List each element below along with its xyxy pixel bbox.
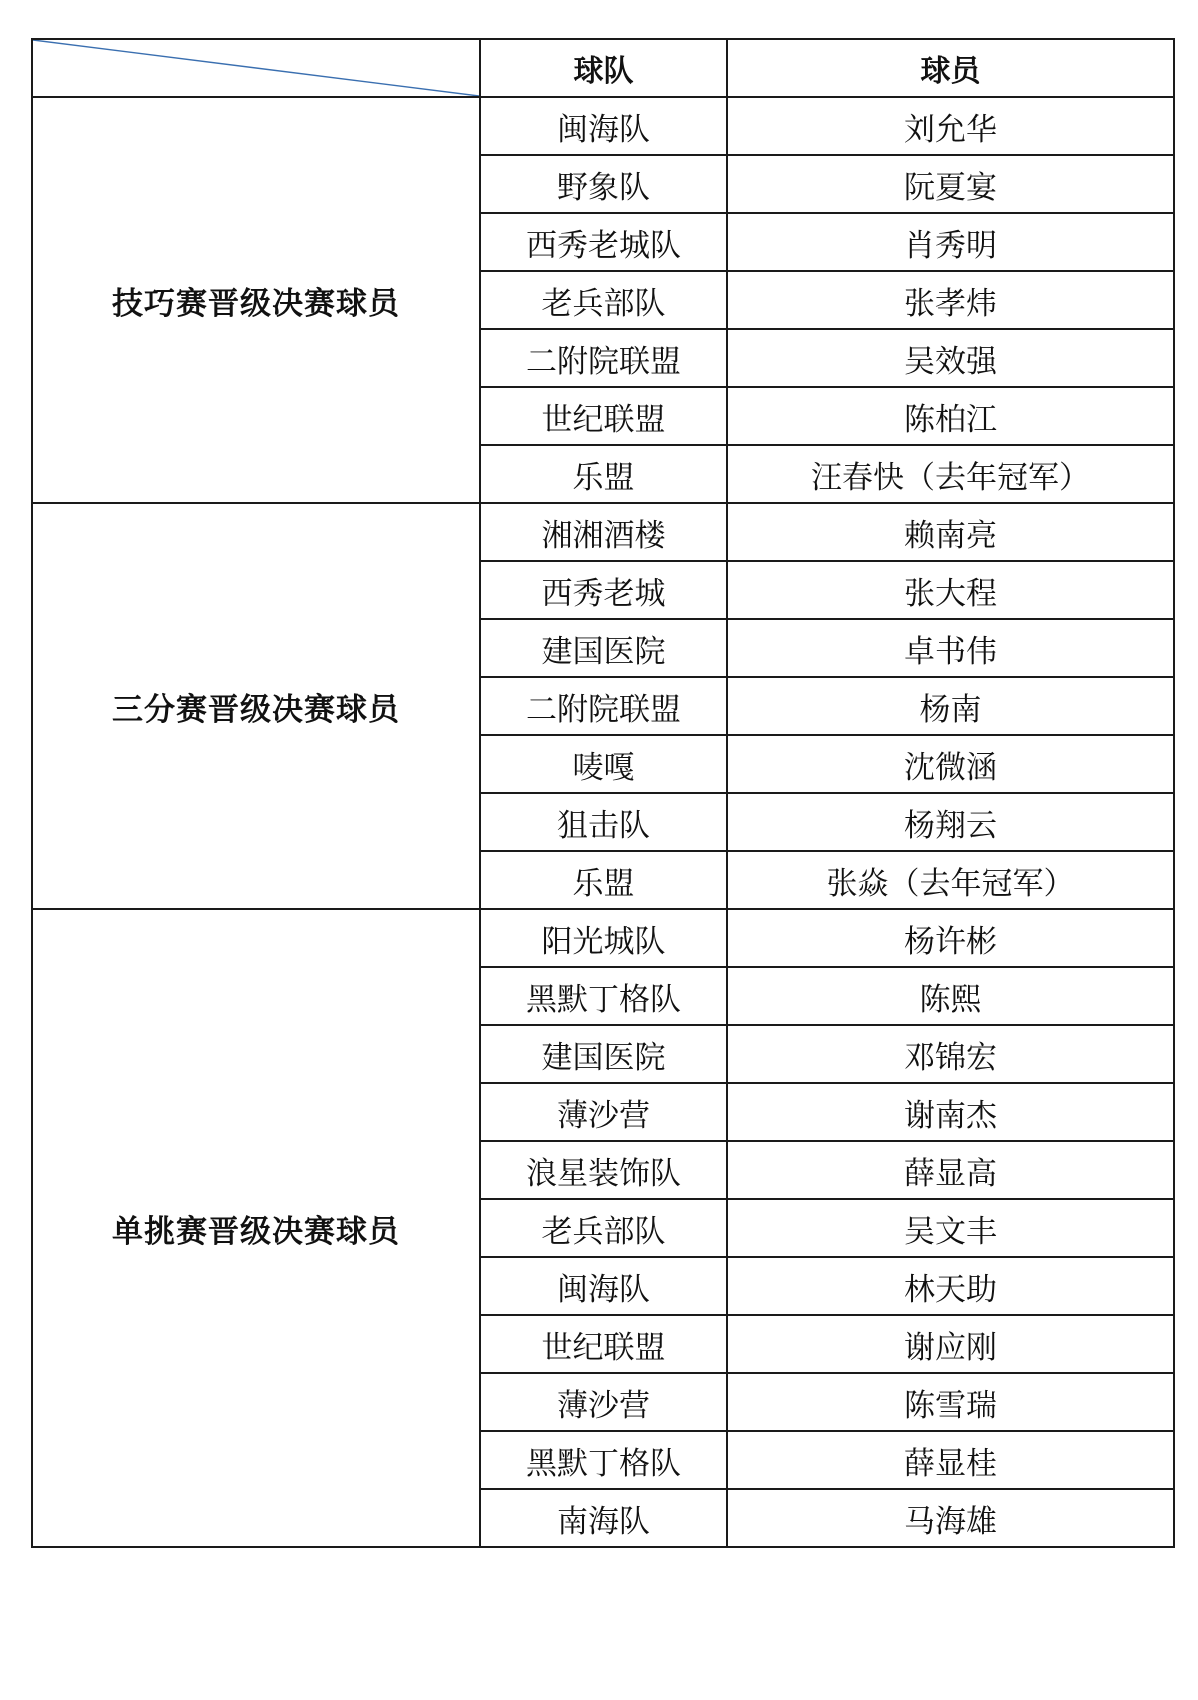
team-cell: 唛嘎 bbox=[480, 735, 727, 793]
player-cell: 陈柏江 bbox=[727, 387, 1174, 445]
table-row bbox=[32, 97, 1174, 155]
team-cell: 世纪联盟 bbox=[480, 1315, 727, 1373]
team-cell: 黑默丁格队 bbox=[480, 967, 727, 1025]
team-cell: 老兵部队 bbox=[480, 1199, 727, 1257]
team-cell: 闽海队 bbox=[480, 97, 727, 155]
player-cell: 张焱（去年冠军） bbox=[727, 851, 1174, 909]
team-cell: 二附院联盟 bbox=[480, 677, 727, 735]
player-cell: 吴文丰 bbox=[727, 1199, 1174, 1257]
diagonal-line bbox=[33, 40, 479, 96]
team-cell: 黑默丁格队 bbox=[480, 1431, 727, 1489]
team-cell: 薄沙营 bbox=[480, 1083, 727, 1141]
player-cell: 马海雄 bbox=[727, 1489, 1174, 1547]
player-cell: 陈熙 bbox=[727, 967, 1174, 1025]
team-cell: 老兵部队 bbox=[480, 271, 727, 329]
table-body bbox=[32, 97, 1174, 1547]
player-cell: 杨许彬 bbox=[727, 909, 1174, 967]
corner-cell bbox=[32, 39, 480, 97]
player-cell: 谢应刚 bbox=[727, 1315, 1174, 1373]
player-cell: 薛显高 bbox=[727, 1141, 1174, 1199]
team-cell: 建国医院 bbox=[480, 1025, 727, 1083]
player-cell: 沈微涵 bbox=[727, 735, 1174, 793]
player-cell: 陈雪瑞 bbox=[727, 1373, 1174, 1431]
player-cell: 张孝炜 bbox=[727, 271, 1174, 329]
team-cell: 西秀老城 bbox=[480, 561, 727, 619]
player-cell: 卓书伟 bbox=[727, 619, 1174, 677]
category-cell: 技巧赛晋级决赛球员 bbox=[32, 97, 480, 503]
category-cell: 三分赛晋级决赛球员 bbox=[32, 503, 480, 909]
team-cell: 闽海队 bbox=[480, 1257, 727, 1315]
player-cell: 张大程 bbox=[727, 561, 1174, 619]
team-cell: 阳光城队 bbox=[480, 909, 727, 967]
player-cell: 汪春快（去年冠军） bbox=[727, 445, 1174, 503]
category-cell: 单挑赛晋级决赛球员 bbox=[32, 909, 480, 1547]
player-column-header: 球员 bbox=[727, 39, 1174, 97]
team-cell: 狙击队 bbox=[480, 793, 727, 851]
finalists-table bbox=[31, 38, 1175, 1548]
player-cell: 吴效强 bbox=[727, 329, 1174, 387]
player-cell: 谢南杰 bbox=[727, 1083, 1174, 1141]
team-cell: 湘湘酒楼 bbox=[480, 503, 727, 561]
player-cell: 杨翔云 bbox=[727, 793, 1174, 851]
team-cell: 薄沙营 bbox=[480, 1373, 727, 1431]
team-cell: 野象队 bbox=[480, 155, 727, 213]
player-cell: 邓锦宏 bbox=[727, 1025, 1174, 1083]
team-cell: 乐盟 bbox=[480, 445, 727, 503]
team-cell: 乐盟 bbox=[480, 851, 727, 909]
table-row bbox=[32, 909, 1174, 967]
team-cell: 建国医院 bbox=[480, 619, 727, 677]
team-cell: 浪星装饰队 bbox=[480, 1141, 727, 1199]
player-cell: 杨南 bbox=[727, 677, 1174, 735]
team-cell: 西秀老城队 bbox=[480, 213, 727, 271]
player-cell: 肖秀明 bbox=[727, 213, 1174, 271]
player-cell: 林天助 bbox=[727, 1257, 1174, 1315]
table-row bbox=[32, 503, 1174, 561]
team-column-header: 球队 bbox=[480, 39, 727, 97]
player-cell: 刘允华 bbox=[727, 97, 1174, 155]
team-cell: 二附院联盟 bbox=[480, 329, 727, 387]
header-row bbox=[32, 39, 1174, 97]
team-cell: 南海队 bbox=[480, 1489, 727, 1547]
team-cell: 世纪联盟 bbox=[480, 387, 727, 445]
player-cell: 赖南亮 bbox=[727, 503, 1174, 561]
finalists-table-container bbox=[31, 38, 1173, 1548]
player-cell: 薛显桂 bbox=[727, 1431, 1174, 1489]
player-cell: 阮夏宴 bbox=[727, 155, 1174, 213]
